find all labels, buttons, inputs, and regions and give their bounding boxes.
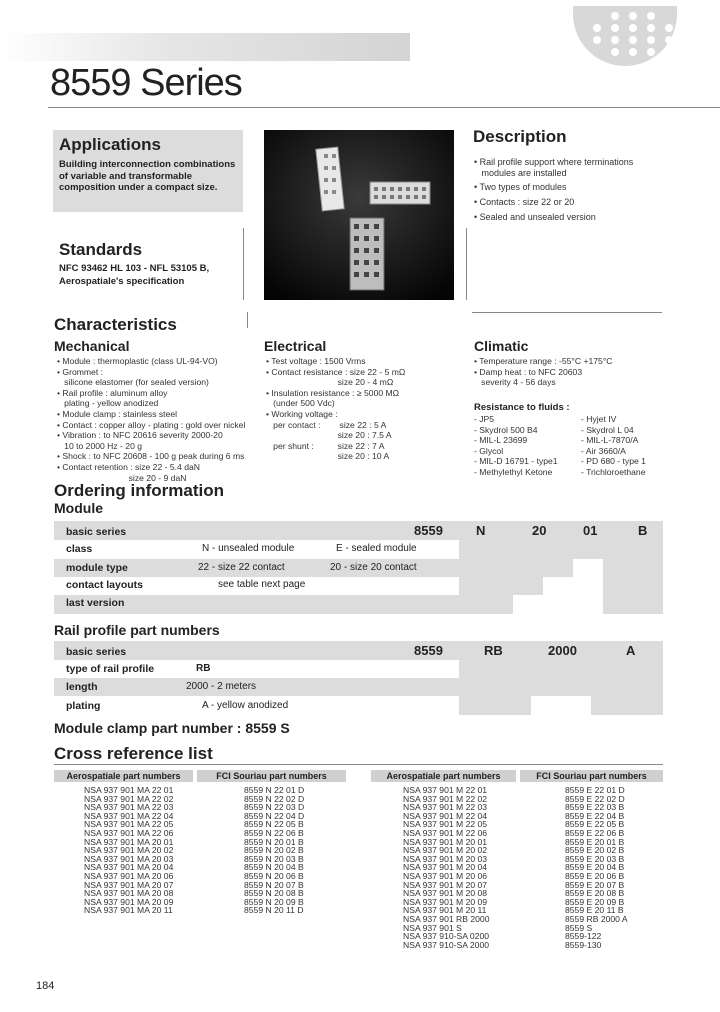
crossref-aero-part: NSA 937 901 RB 2000 <box>403 913 490 924</box>
contact-hole-icon <box>611 24 619 32</box>
crossref-fci-part: 8559 N 22 01 D <box>244 785 305 795</box>
mechanical-spec-line: silicone elastomer (for sealed version) <box>57 377 209 388</box>
crossref-aero-part: NSA 937 901 M 20 08 <box>403 888 488 899</box>
crossref-fci-part: 8559 N 20 02 B <box>244 845 304 856</box>
crossref-aero-part: NSA 937 901 M 20 02 <box>403 845 488 856</box>
crossref-fci-part: 8559 RB 2000 A <box>565 913 628 924</box>
rail-row-desc: RB <box>196 663 211 674</box>
crossref-aero-part: NSA 937 901 MA 22 02 <box>84 793 174 804</box>
crossref-fci-part: 8559 E 20 08 B <box>565 888 625 899</box>
fluids-left <box>474 414 558 478</box>
crossref-aero-part: NSA 937 901 M 22 03 <box>403 802 488 813</box>
crossref-aero-part: NSA 937 901 MA 20 04 <box>84 862 174 873</box>
contact-hole-icon <box>629 48 637 56</box>
module-code-col <box>459 521 513 614</box>
crossref-aero-part: NSA 937 901 M 20 06 <box>403 870 488 881</box>
crossref-aero-part: NSA 937 901 MA 22 03 <box>84 802 174 813</box>
crossref-aero-part: NSA 937 901 M 22 02 <box>403 793 488 804</box>
contact-hole-icon <box>629 24 637 32</box>
page-title: 8559 Series <box>50 62 242 104</box>
crossref-aero-part: NSA 937 901 MA 20 08 <box>84 888 174 899</box>
crossref-fci-part: 8559 E 22 03 B <box>565 802 625 813</box>
rail-code: RB <box>484 643 503 658</box>
crossref-fci-part: 8559 N 20 04 B <box>244 862 304 873</box>
description-bullet: • Rail profile support where terminations modules are installed <box>474 157 634 178</box>
clamp-title: Module clamp part number : 8559 S <box>54 720 290 736</box>
module-code-col <box>603 521 663 614</box>
crossref-col-aero-right <box>403 786 489 949</box>
crossref-aero-part: NSA 937 901 MA 20 01 <box>84 836 174 847</box>
crossref-fci-part: 8559 N 20 01 B <box>244 836 304 847</box>
crossref-fci-part: 8559-122 <box>565 931 602 942</box>
divider <box>54 764 663 765</box>
fluid-item: - PD 680 - type 1 <box>581 456 646 467</box>
crossref-aero-part: NSA 937 901 MA 20 11 <box>84 905 173 916</box>
electrical-spec-line: size 20 - 4 mΩ <box>266 377 394 388</box>
mechanical-spec-line: size 20 - 9 daN <box>57 472 187 483</box>
electrical-spec-line: per shunt : size 22 : 7 A <box>266 440 385 451</box>
rail-row-label: plating <box>66 700 101 712</box>
description-title: Description <box>473 127 567 146</box>
crossref-fci-part: 8559 E 22 01 D <box>565 785 625 795</box>
crossref-fci-part: 8559 N 22 05 B <box>244 819 304 830</box>
crossref-header: FCI Souriau part numbers <box>520 770 663 782</box>
crossref-fci-part: 8559 E 20 04 B <box>565 862 625 873</box>
crossref-aero-part: NSA 937 901 M 20 09 <box>403 896 488 907</box>
crossref-header: FCI Souriau part numbers <box>197 770 346 782</box>
electrical-spec-line: • Insulation resistance : ≥ 5000 MΩ <box>266 387 400 398</box>
description-bullet: • Two types of modules <box>474 182 567 192</box>
crossref-fci-part: 8559 E 20 02 B <box>565 845 625 856</box>
connector-disc-logo <box>573 6 677 66</box>
applications-box <box>53 130 243 212</box>
mechanical-spec-line: • Rail profile : aluminum alloy <box>57 387 168 398</box>
crossref-aero-part: NSA 937 901 M 20 04 <box>403 862 488 873</box>
module-row-desc: 20 - size 20 contact <box>330 562 417 573</box>
contact-hole-icon <box>665 24 673 32</box>
crossref-aero-part: NSA 937 901 MA 22 01 <box>84 785 174 795</box>
fluid-item: - MIL-L 23699 <box>474 435 528 446</box>
crossref-fci-part: 8559 N 22 03 D <box>244 802 305 813</box>
contact-hole-icon <box>593 36 601 44</box>
contact-hole-icon <box>647 24 655 32</box>
fluid-item: - Hyjet IV <box>581 414 617 424</box>
crossref-header: Aerospatiale part numbers <box>371 770 516 782</box>
crossref-aero-part: NSA 937 901 M 20 07 <box>403 879 488 890</box>
crossref-fci-part: 8559 N 20 11 D <box>244 905 304 916</box>
crossref-fci-part: 8559 E 20 11 B <box>565 905 624 916</box>
fluid-item: - Methylethyl Ketone <box>474 466 553 477</box>
title-rule <box>48 107 720 108</box>
crossref-aero-part: NSA 937 901 MA 22 05 <box>84 819 174 830</box>
crossref-aero-part: NSA 937 910-SA 0200 <box>403 931 490 942</box>
climatic-spec-line: severity 4 - 56 days <box>474 377 556 388</box>
module-row-desc: N - unsealed module <box>202 543 295 554</box>
crossref-aero-part: NSA 937 901 MA 22 06 <box>84 827 174 838</box>
crossref-col-fci-left <box>244 786 304 915</box>
description-bullet: • Sealed and unsealed version <box>474 212 596 222</box>
rail-code: 2000 <box>548 643 577 658</box>
contact-hole-icon <box>647 36 655 44</box>
mechanical-spec-line: • Shock : to NFC 20608 - 100 g peak during 6 ms <box>57 451 245 462</box>
crossref-aero-part: NSA 937 901 M 20 03 <box>403 853 488 864</box>
crossref-aero-part: NSA 937 901 M 20 01 <box>403 836 488 847</box>
crossref-aero-part: NSA 937 901 MA 22 04 <box>84 810 174 821</box>
module-row-label: basic series <box>66 526 127 538</box>
crossref-fci-part: 8559 N 22 02 D <box>244 793 305 804</box>
mechanical-spec-line: • Module : thermoplastic (class UL-94-VO) <box>57 356 218 366</box>
rail-code: A <box>626 643 636 658</box>
electrical-specs <box>266 356 405 462</box>
crossref-aero-part: NSA 937 901 M 22 04 <box>403 810 488 821</box>
divider <box>472 312 662 313</box>
electrical-spec-line: size 20 : 10 A <box>266 451 390 462</box>
fluid-item: - Trichloroethane <box>581 466 646 477</box>
climatic-spec-line: • Damp heat : to NFC 20603 <box>474 366 583 377</box>
module-row-desc: 22 - size 22 contact <box>198 562 285 573</box>
crossref-aero-part: NSA 937 901 M 22 06 <box>403 827 488 838</box>
applications-text: Building interconnection combinations of variable and transformable composition under a compact size. <box>59 159 236 193</box>
rail-row-label: basic series <box>66 646 127 658</box>
product-photo <box>264 130 454 300</box>
description-bullets <box>474 157 674 223</box>
fluid-item: - Skydrol L 04 <box>581 424 634 435</box>
climatic-spec-line: • Temperature range : -55°C +175°C <box>474 356 613 366</box>
description-bullet: • Contacts : size 22 or 20 <box>474 197 575 207</box>
module-row-label: last version <box>66 597 125 609</box>
mechanical-spec-line: • Contact retention : size 22 - 5.4 daN <box>57 461 200 472</box>
rail-title: Rail profile part numbers <box>54 622 220 638</box>
crossref-aero-part: NSA 937 901 MA 20 06 <box>84 870 174 881</box>
electrical-spec-line: • Working voltage : <box>266 408 338 419</box>
crossref-col-fci-right <box>565 786 628 949</box>
divider <box>466 228 467 300</box>
crossref-fci-part: 8559 S <box>565 922 593 933</box>
rail-row-desc: A - yellow anodized <box>202 700 289 711</box>
crossref-col-aero-left <box>84 786 173 915</box>
mechanical-spec-line: 10 to 2000 Hz - 20 g <box>57 440 143 451</box>
crossref-fci-part: 8559 E 22 04 B <box>565 810 625 821</box>
fluids-title: Resistance to fluids : <box>474 402 570 413</box>
crossref-fci-part: 8559 E 22 02 D <box>565 793 625 804</box>
climatic-specs <box>474 356 612 388</box>
module-code: 20 <box>532 523 547 538</box>
crossref-header: Aerospatiale part numbers <box>54 770 193 782</box>
mechanical-spec-line: • Contact : copper alloy - plating : gold over nickel <box>57 419 246 430</box>
contact-hole-icon <box>629 12 637 20</box>
contact-hole-icon <box>611 36 619 44</box>
crossref-title: Cross reference list <box>54 744 213 763</box>
crossref-fci-part: 8559 E 22 05 B <box>565 819 625 830</box>
electrical-title: Electrical <box>264 338 327 354</box>
crossref-aero-part: NSA 937 901 MA 20 07 <box>84 879 174 890</box>
rail-row-desc: 2000 - 2 meters <box>186 681 257 692</box>
module-row-label: contact layouts <box>66 579 144 591</box>
electrical-spec-line: • Contact resistance : size 22 - 5 mΩ <box>266 366 406 377</box>
applications-title: Applications <box>59 135 162 154</box>
standards-line: NFC 93462 HL 103 - NFL 53105 B, <box>59 263 210 274</box>
fluids-right <box>581 414 646 478</box>
standards-line: Aerospatiale's specification <box>59 275 185 287</box>
mechanical-spec-line: • Module clamp : stainless steel <box>57 408 178 419</box>
mechanical-spec-line: • Vibration : to NFC 20616 severity 2000-20 <box>57 430 223 441</box>
standards-text <box>59 263 239 288</box>
page-number: 184 <box>36 980 55 992</box>
crossref-aero-part: NSA 937 901 MA 20 09 <box>84 896 174 907</box>
electrical-spec-line: size 20 : 7.5 A <box>266 430 392 441</box>
electrical-spec-line: (under 500 Vdc) <box>266 398 335 409</box>
crossref-aero-part: NSA 937 901 MA 20 02 <box>84 845 174 856</box>
fluid-item: - Glycol <box>474 445 504 456</box>
contact-hole-icon <box>647 48 655 56</box>
module-row-desc: E - sealed module <box>336 543 417 554</box>
contact-hole-icon <box>647 12 655 20</box>
mechanical-spec-line: plating - yellow anodized <box>57 398 159 409</box>
crossref-fci-part: 8559 E 20 03 B <box>565 853 625 864</box>
crossref-fci-part: 8559 N 22 06 B <box>244 827 304 838</box>
crossref-fci-part: 8559 N 20 07 B <box>244 879 304 890</box>
crossref-fci-part: 8559-130 <box>565 939 602 950</box>
contact-hole-icon <box>611 48 619 56</box>
fluid-item: - Air 3660/A <box>581 445 626 456</box>
crossref-fci-part: 8559 N 22 04 D <box>244 810 305 821</box>
rail-table <box>54 641 663 715</box>
crossref-fci-part: 8559 E 22 06 B <box>565 827 625 838</box>
module-code-col <box>543 521 573 577</box>
rail-row-label: type of rail profile <box>66 663 155 675</box>
crossref-aero-part: NSA 937 901 M 22 01 <box>403 785 488 795</box>
mechanical-spec-line: • Grommet : <box>57 366 103 377</box>
crossref-aero-part: NSA 937 901 M 20 11 <box>403 905 487 916</box>
module-code: B <box>638 523 648 538</box>
mechanical-title: Mechanical <box>54 338 130 354</box>
divider <box>247 312 248 328</box>
module-row-label: module type <box>66 562 128 574</box>
module-code: 8559 <box>414 523 443 538</box>
standards-title: Standards <box>59 240 143 259</box>
crossref-aero-part: NSA 937 901 S <box>403 922 462 933</box>
crossref-fci-part: 8559 E 20 09 B <box>565 896 625 907</box>
connector-photo-illustration <box>264 130 454 300</box>
crossref-aero-part: NSA 937 901 MA 20 03 <box>84 853 174 864</box>
crossref-fci-part: 8559 N 20 09 B <box>244 896 304 907</box>
electrical-spec-line: • Test voltage : 1500 Vrms <box>266 356 366 366</box>
crossref-fci-part: 8559 E 20 07 B <box>565 879 625 890</box>
module-row-desc: see table next page <box>218 579 306 590</box>
fluid-item: - Skydrol 500 B4 <box>474 424 538 435</box>
contact-hole-icon <box>665 36 673 44</box>
crossref-aero-part: NSA 937 910-SA 2000 <box>403 939 490 950</box>
contact-hole-icon <box>593 24 601 32</box>
crossref-fci-part: 8559 N 20 06 B <box>244 870 304 881</box>
rail-code: 8559 <box>414 643 443 658</box>
fluid-item: - MIL-D 16791 - type1 <box>474 456 558 467</box>
electrical-spec-line: per contact : size 22 : 5 A <box>266 419 387 430</box>
module-code: N <box>476 523 486 538</box>
fluid-item: - JP5 <box>474 414 495 424</box>
crossref-aero-part: NSA 937 901 M 22 05 <box>403 819 488 830</box>
rail-row-bg <box>54 678 459 696</box>
contact-hole-icon <box>629 36 637 44</box>
fluid-item: - MIL-L-7870/A <box>581 435 639 446</box>
contact-hole-icon <box>611 12 619 20</box>
module-code: 01 <box>583 523 598 538</box>
climatic-title: Climatic <box>474 338 529 354</box>
divider <box>243 228 244 300</box>
characteristics-title: Characteristics <box>54 315 177 334</box>
module-row-label: class <box>66 543 93 555</box>
crossref-fci-part: 8559 E 20 01 B <box>565 836 625 847</box>
mechanical-specs <box>57 356 245 483</box>
module-table <box>54 521 663 614</box>
crossref-fci-part: 8559 N 20 08 B <box>244 888 304 899</box>
rail-row-label: length <box>66 681 98 693</box>
crossref-fci-part: 8559 E 20 06 B <box>565 870 625 881</box>
module-title: Module <box>54 500 103 516</box>
header-bar <box>0 33 410 61</box>
crossref-fci-part: 8559 N 20 03 B <box>244 853 304 864</box>
ordering-title: Ordering information <box>54 481 224 500</box>
